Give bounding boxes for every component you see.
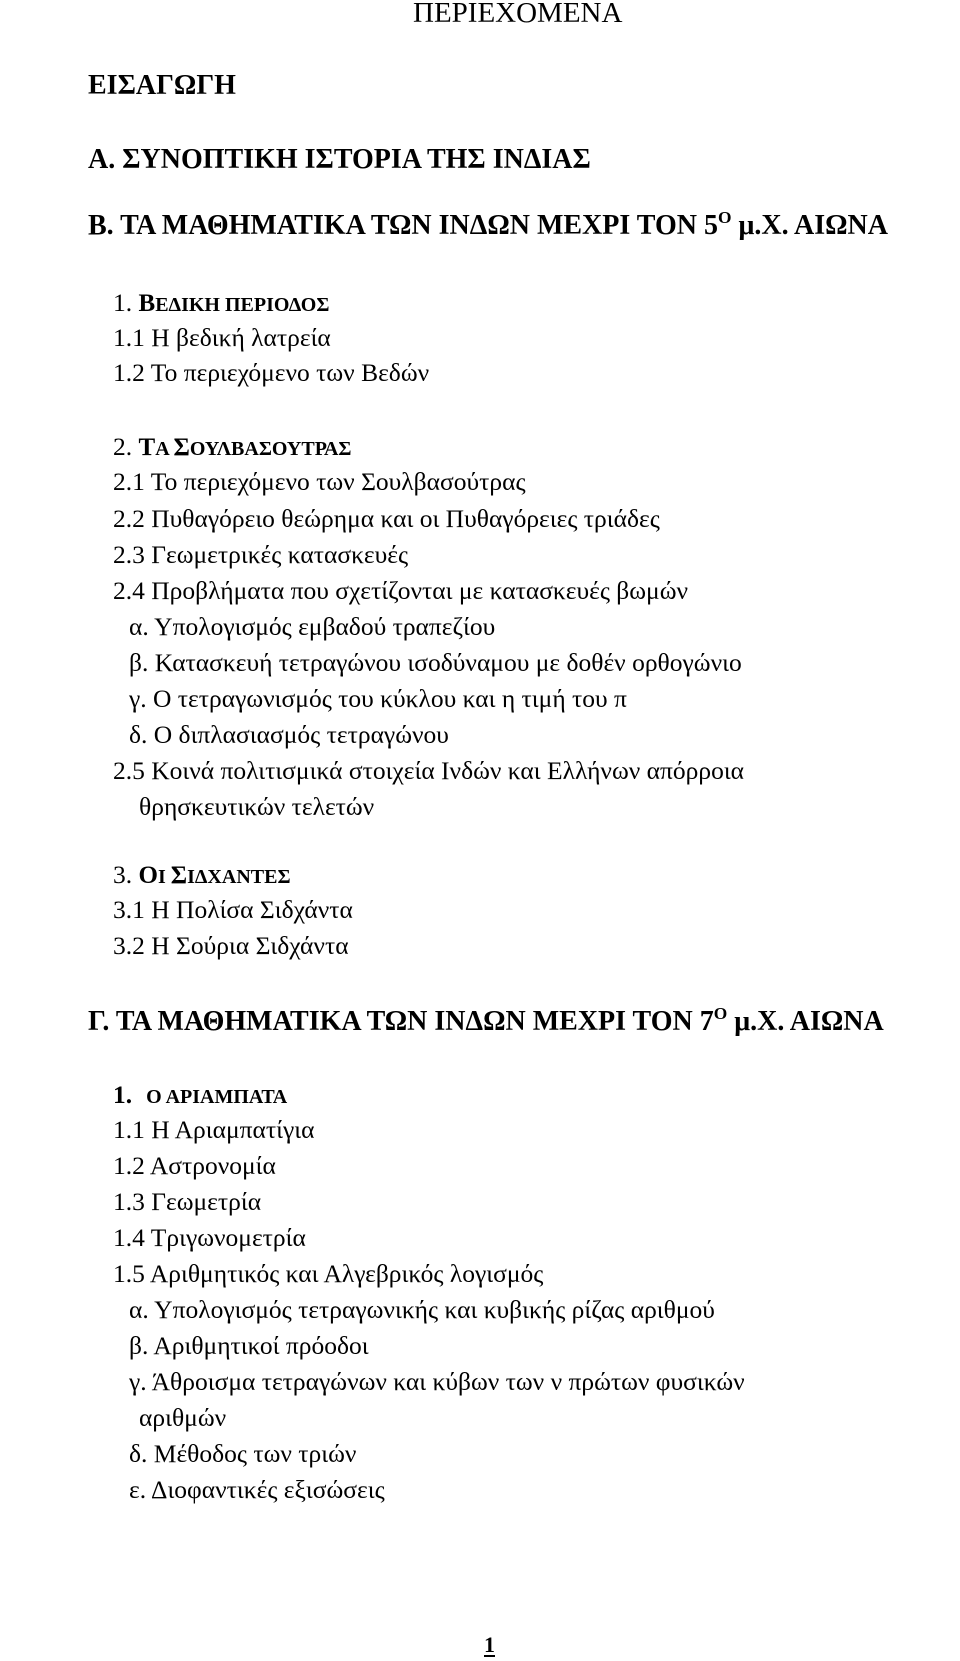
toc-subitem: δ. Μέθοδος των τριών [129,1439,357,1468]
toc-subitem: α. Υπολογισμός τετραγωνικής και κυβικής ρίζας αριθμού [129,1295,715,1324]
toc-item: 2.1 Το περιεχόμενο των Σουλβασούτρας [113,467,526,496]
toc-subitem: δ. Ο διπλασιασμός τετραγώνου [129,720,449,749]
subheading-c1-rest: Ο ΑΡΙΑΜΠΑΤΑ [146,1086,288,1108]
toc-item: 2.3 Γεωμετρικές κατασκευές [113,540,409,569]
subheading-b2-number: 2. [113,432,139,461]
subheading-b1-initial: Β [138,290,156,317]
heading-section-a: Α. ΣΥΝΟΠΤΙΚΗ ΙΣΤΟΡΙΑ ΤΗΣ ΙΝΔΙΑΣ [88,144,591,175]
heading-section-c [88,1004,884,1037]
subheading-b2-rest-b: ΟΥΛΒΑΣΟΥΤΡΑΣ [189,438,352,460]
toc-item: 1.3 Γεωμετρία [113,1187,262,1216]
heading-section-c-text: Γ. ΤΑ ΜΑΘΗΜΑΤΙΚΑ ΤΩΝ ΙΝΔΩΝ ΜΕΧΡΙ ΤΟΝ 7 [88,1006,714,1037]
subheading-b3-rest-a: Ι [157,866,171,888]
heading-section-b-superscript: Ο [717,208,732,228]
subheading-b3-initial-a: Ο [138,862,158,889]
toc-item: 2.2 Πυθαγόρειο θεώρημα και οι Πυθαγόρειες τριάδες [113,504,660,533]
toc-subitem: ε. Διοφαντικές εξισώσεις [129,1475,385,1504]
toc-item: 2.5 Κοινά πολιτισμικά στοιχεία Ινδών και Ελλήνων απόρροια [113,756,745,785]
subheading-b2-rest-a: Α [155,438,174,460]
subheading-b2-initial-a: Τ [138,434,156,461]
page-title: ΠΕΡΙΕΧΟΜΕΝΑ [413,0,623,29]
subheading-b1-rest: ΕΔΙΚΗ ΠΕΡΙΟΔΟΣ [155,294,330,316]
toc-subitem: γ. Άθροισμα τετραγώνων και κύβων των ν πρώτων φυσικών [129,1367,745,1396]
toc-item: 1.1 Η Αριαμπατίγια [113,1115,315,1144]
subheading-b3 [113,862,291,888]
heading-section-c-superscript: Ο [713,1004,728,1024]
toc-item: 1.2 Το περιεχόμενο των Βεδών [113,358,430,387]
heading-section-b-suffix: μ.Χ. ΑΙΩΝΑ [731,210,888,241]
toc-item: 1.1 Η βεδική λατρεία [113,323,331,352]
subheading-c1 [113,1082,287,1108]
subheading-b2-initial-b: Σ [173,434,190,461]
subheading-b3-number: 3. [113,860,139,889]
subheading-b2 [113,434,352,460]
subheading-b3-rest-b: ΙΔΧΑΝΤΕΣ [187,866,291,888]
toc-item: 1.4 Τριγωνομετρία [113,1223,306,1252]
page-number: 1 [484,1632,495,1657]
toc-item-continuation: θρησκευτικών τελετών [139,792,375,821]
subheading-b3-initial-b: Σ [170,862,188,889]
toc-item: 3.2 Η Σούρια Σιδχάντα [113,931,349,960]
toc-subitem: α. Υπολογισμός εμβαδού τραπεζίου [129,612,496,641]
toc-item: 3.1 Η Πολίσα Σιδχάντα [113,895,353,924]
toc-subitem: γ. Ο τετραγωνισμός του κύκλου και η τιμή του π [129,684,627,713]
toc-item: 1.2 Αστρονομία [113,1151,276,1180]
heading-section-b-text: Β. ΤΑ ΜΑΘΗΜΑΤΙΚΑ ΤΩΝ ΙΝΔΩΝ ΜΕΧΡΙ ΤΟΝ 5 [88,210,718,241]
heading-introduction: ΕΙΣΑΓΩΓΗ [88,70,236,101]
toc-subitem: β. Κατασκευή τετραγώνου ισοδύναμου με δοθέν ορθογώνιο [129,648,742,677]
toc-item: 1.5 Αριθμητικός και Αλγεβρικός λογισμός [113,1259,544,1288]
toc-item: 2.4 Προβλήματα που σχετίζονται με κατασκευές βωμών [113,576,689,605]
toc-subitem-continuation: αριθμών [139,1403,227,1432]
subheading-c1-number: 1. [113,1080,133,1109]
subheading-b1 [113,290,329,316]
toc-subitem: β. Αριθμητικοί πρόοδοι [129,1331,369,1360]
heading-section-c-suffix: μ.Χ. ΑΙΩΝΑ [727,1006,884,1037]
heading-section-b [88,208,888,241]
subheading-b1-number: 1. [113,288,139,317]
